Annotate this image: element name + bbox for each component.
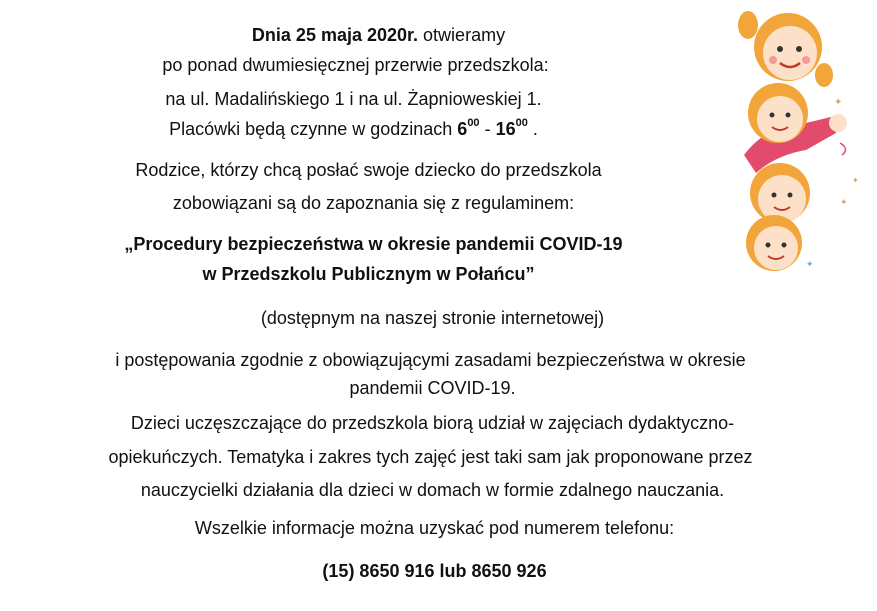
- regulation-info: zobowiązani są do zapoznania się z regulaminem:: [172, 193, 575, 213]
- procedure-title-2: w Przedszkolu Publicznym w Połańcu”: [202, 264, 535, 284]
- addresses: na ul. Madalińskiego 1 i na ul. Żapnioweskiej 1.: [165, 89, 542, 109]
- opening-text: otwieramy: [418, 25, 506, 45]
- opening-hours: Placówki będą czynne w godzinach $6^{00} - 16^{00}$ .: [169, 117, 538, 139]
- rules-line-2: pandemii COVID-19.: [349, 378, 516, 398]
- svg-text:✦: ✦: [840, 197, 848, 207]
- hour-open: 6: [457, 119, 468, 139]
- parents-info: Rodzice, którzy chcą posłać swoje dziecko do przedszkola: [135, 160, 602, 180]
- procedure-title-1: „Procedury bezpieczeństwa w okresie pandemii COVID-19: [124, 234, 623, 254]
- opening-date: Dnia 25 maja 2020r.: [251, 25, 419, 45]
- min-close: 00: [515, 117, 528, 129]
- min-open: 00: [467, 117, 480, 129]
- svg-text:✦: ✦: [834, 97, 843, 108]
- hour-close: 16: [495, 119, 516, 139]
- rules-line-1: i postępowania zgodnie z obowiązującymi zasadami bezpieczeństwa w okresie: [115, 350, 746, 370]
- contact-info: Wszelkie informacje można uzyskać pod numerem telefonu:: [194, 518, 675, 538]
- svg-text:✦: ✦: [806, 259, 814, 269]
- website-note: (dostępnym na naszej stronie internetowej): [260, 308, 605, 328]
- activities-line-1: Dzieci uczęszczające do przedszkola biorą udział w zajęciach dydaktyczno-: [130, 413, 735, 433]
- stacked-kids-icon: [736, 5, 866, 275]
- svg-text:✦: ✦: [852, 176, 859, 185]
- phone-number: (15) 8650 916 lub 8650 926: [322, 561, 547, 581]
- break-info: po ponad dwumiesięcznej przerwie przedszkola:: [162, 55, 549, 75]
- activities-line-2: opiekuńczych. Tematyka i zakres tych zajęć jest taki sam jak proponowane przez: [108, 447, 753, 467]
- activities-line-3: nauczycielki działania dla dzieci w domach w formie zdalnego nauczania.: [140, 480, 725, 500]
- opening-date-line: [0, 24, 817, 46]
